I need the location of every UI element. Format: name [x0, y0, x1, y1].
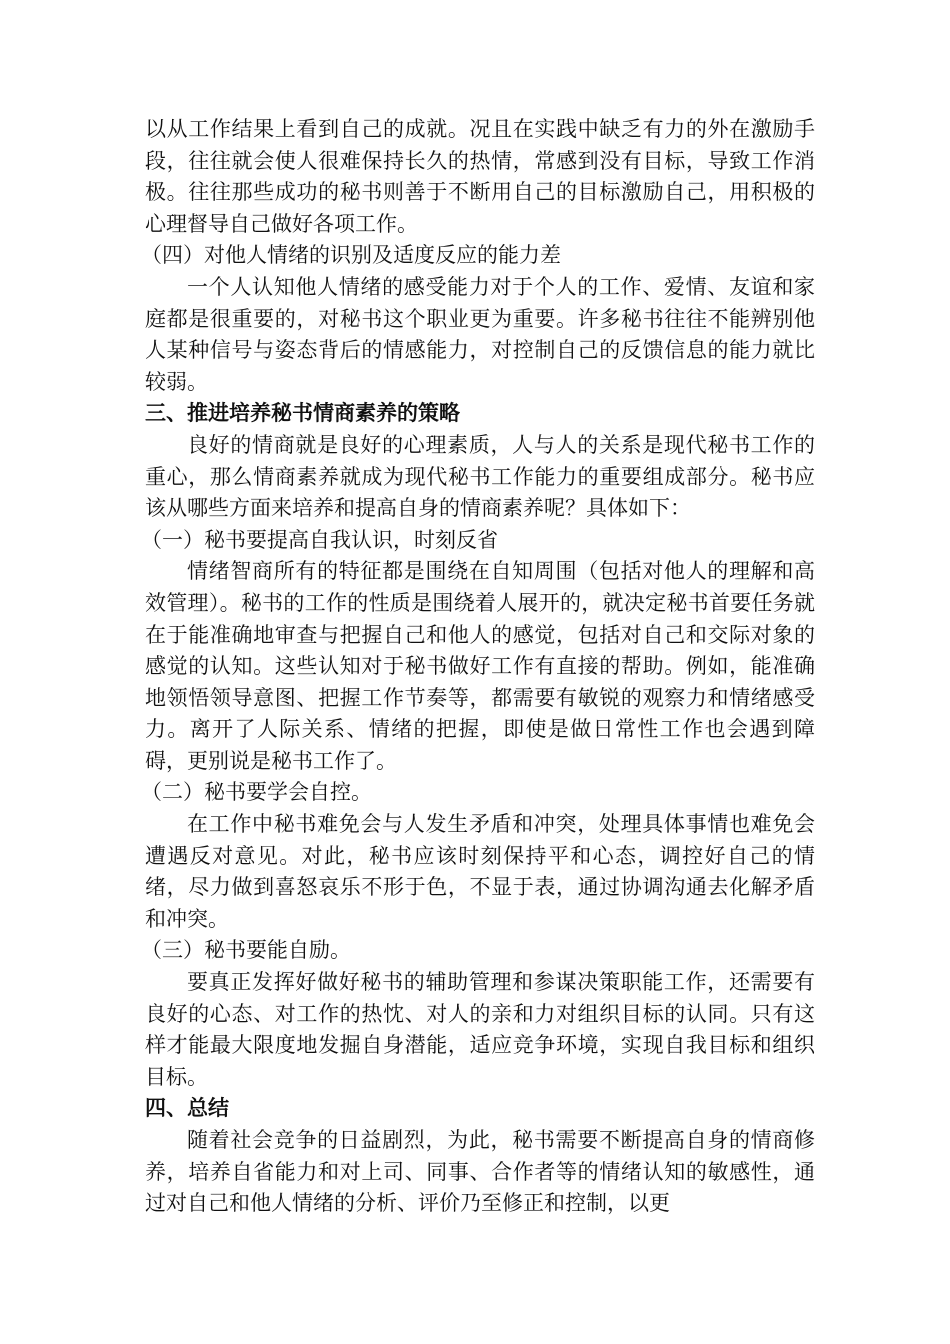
subsection-heading: （三）秘书要能自励。 — [141, 938, 351, 963]
body-paragraph: 在工作中秘书难免会与人发生矛盾和冲突，处理具体事情也难免会遭遇反对意见。对此，秘书应该时刻保持平和心态，调控好自己的情绪，尽力做到喜怒哀乐不形于色，不显于表，通过协调沟通去化解矛盾和冲突。 — [145, 812, 815, 931]
body-paragraph: 要真正发挥好做好秘书的辅助管理和参谋决策职能工作，还需要有良好的心态、对工作的热忱、对人的亲和力对组织目标的认同。只有这样才能最大限度地发掘自身潜能，适应竞争环境，实现自我目标和组织目标。 — [145, 970, 815, 1089]
document-page — [141, 114, 815, 1220]
body-paragraph: 一个人认知他人情绪的感受能力对于个人的工作、爱情、友谊和家庭都是很重要的，对秘书这个职业更为重要。许多秘书往往不能辨别他人某种信号与姿态背后的情感能力，对控制自己的反馈信息的能力就比较弱。 — [145, 274, 815, 394]
body-paragraph: 良好的情商就是良好的心理素质，人与人的关系是现代秘书工作的重心，那么情商素养就成为现代秘书工作能力的重要组成部分。秘书应该从哪些方面来培养和提高自身的情商素养呢？具体如下： — [145, 432, 815, 521]
body-paragraph: 随着社会竞争的日益剧烈，为此，秘书需要不断提高自身的情商修养，培养自省能力和对上司、同事、合作者等的情绪认知的敏感性，通过对自己和他人情绪的分析、评价乃至修正和控制，以更 — [145, 1128, 815, 1216]
body-paragraph: 以从工作结果上看到自己的成就。况且在实践中缺乏有力的外在激励手段，往往就会使人很难保持长久的热情，常感到没有目标，导致工作消极。往往那些成功的秘书则善于不断用自己的目标激励自己，用积极的心理督导自己做好各项工作。 — [145, 117, 815, 236]
subsection-heading: （二）秘书要学会自控。 — [141, 780, 372, 805]
section-heading: 三、推进培养秘书情商素养的策略 — [145, 401, 460, 426]
body-paragraph: 情绪智商所有的特征都是围绕在自知周围（包括对他人的理解和高效管理）。秘书的工作的性质是围绕着人展开的，就决定秘书首要任务就在于能准确地审查与把握自己和他人的感觉，包括对自己和交际对象的感觉的认知。这些认知对于秘书做好工作有直接的帮助。例如，能准确地领悟领导意图、把握工作节奏等，都需要有敏锐的观察力和情绪感受力。离开了人际关系、情绪的把握，即使是做日常性工作也会遇到障碍，更别说是秘书工作了。 — [145, 559, 815, 773]
subsection-heading: （一）秘书要提高自我认识，时刻反省 — [141, 527, 498, 552]
subsection-heading: （四）对他人情绪的识别及适度反应的能力差 — [141, 243, 561, 268]
section-heading: 四、总结 — [145, 1096, 229, 1121]
